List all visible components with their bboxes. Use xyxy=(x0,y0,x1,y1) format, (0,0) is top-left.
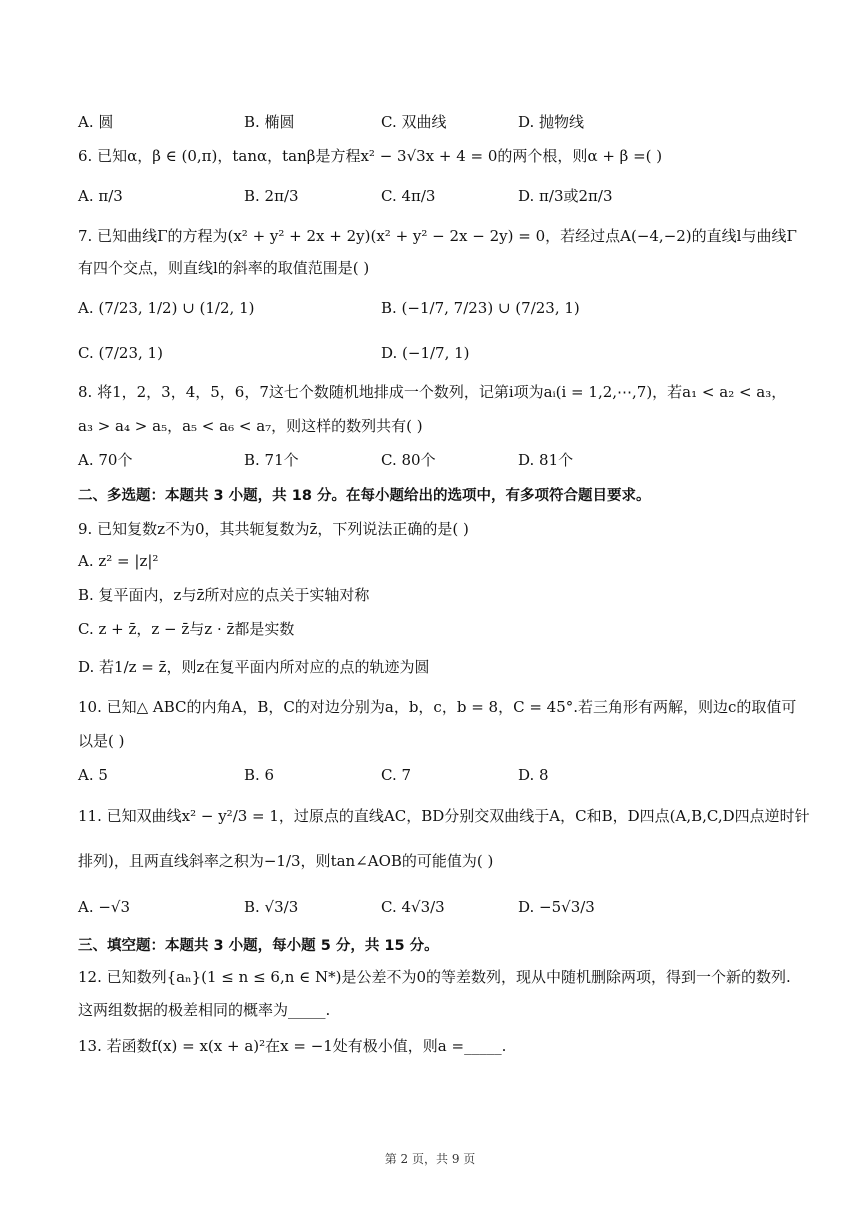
q11-stem-line2: 排列)，且两直线斜率之积为−1/3，则tan∠AOB的可能值为( ) xyxy=(78,852,494,870)
option-c: C. 双曲线 xyxy=(381,113,447,131)
option-c: C. 7 xyxy=(381,766,412,784)
q9-stem: 9. 已知复数z不为0，其共轭复数为z̄，下列说法正确的是( ) xyxy=(78,520,469,538)
option-b: B. (−1/7, 7/23) ∪ (7/23, 1) xyxy=(381,299,580,317)
option-d: D. π/3或2π/3 xyxy=(518,187,613,205)
q6-stem: 6. 已知α，β ∈ (0,π)，tanα，tanβ是方程x² − 3√3x + 4 = 0的两个根，则α + β =( ) xyxy=(78,147,663,165)
option-c: C. 4√3/3 xyxy=(381,898,445,916)
section-heading-multi-choice: 二、多选题：本题共 3 小题，共 18 分。在每小题给出的选项中，有多项符合题目要求。 xyxy=(78,488,651,504)
q12-stem-line2: 这两组数据的极差相同的概率为_____. xyxy=(78,1001,331,1019)
q10-stem-line1: 10. 已知△ ABC的内角A，B，C的对边分别为a，b，c，b = 8，C = 45°.若三角形有两解，则边c的取值可 xyxy=(78,698,797,716)
q10-stem-line2: 以是( ) xyxy=(78,732,125,750)
q5-options xyxy=(78,112,798,134)
option-a: A. π/3 xyxy=(78,187,123,205)
q7-stem-line1: 7. 已知曲线Γ的方程为(x² + y² + 2x + 2y)(x² + y² − 2x − 2y) = 0，若经过点A(−4,−2)的直线l与曲线Γ xyxy=(78,227,797,245)
q7-stem-line2: 有四个交点，则直线l的斜率的取值范围是( ) xyxy=(78,259,370,277)
q9-option-b: B. 复平面内，z与z̄所对应的点关于实轴对称 xyxy=(78,586,370,604)
option-b: B. 6 xyxy=(244,766,275,784)
q8-stem-line2: a₃ > a₄ > a₅，a₅ < a₆ < a₇，则这样的数列共有( ) xyxy=(78,417,423,435)
option-b: B. 2π/3 xyxy=(244,187,299,205)
q7-options-cd xyxy=(78,343,798,365)
option-c: C. (7/23, 1) xyxy=(78,344,163,362)
option-a: A. −√3 xyxy=(78,898,131,916)
option-a: A. 5 xyxy=(78,766,108,784)
q8-stem-line1: 8. 将1，2，3，4，5，6，7这七个数随机地排成一个数列，记第i项为aᵢ(i = 1,2,⋯,7)，若a₁ < a₂ < a₃， xyxy=(78,383,787,401)
option-c: C. 80个 xyxy=(381,451,436,469)
option-d: D. 抛物线 xyxy=(518,113,585,131)
option-d: D. (−1/7, 1) xyxy=(381,344,470,362)
q10-options xyxy=(78,765,798,787)
option-a: A. (7/23, 1/2) ∪ (1/2, 1) xyxy=(78,299,255,317)
q13-stem: 13. 若函数f(x) = x(x + a)²在x = −1处有极小值，则a =_____. xyxy=(78,1037,507,1055)
option-d: D. 8 xyxy=(518,766,549,784)
option-d: D. 81个 xyxy=(518,451,574,469)
option-b: B. 椭圆 xyxy=(244,113,295,131)
q8-options xyxy=(78,450,798,472)
option-b: B. 71个 xyxy=(244,451,299,469)
option-a: A. 70个 xyxy=(78,451,133,469)
option-d: D. −5√3/3 xyxy=(518,898,595,916)
section-heading-fill-blank: 三、填空题：本题共 3 小题，每小题 5 分，共 15 分。 xyxy=(78,938,439,954)
page-number: 第 2 页，共 9 页 xyxy=(384,1152,476,1166)
q9-option-a: A. z² = |z|² xyxy=(78,552,159,570)
q7-options-ab xyxy=(78,298,798,320)
q11-stem-line1: 11. 已知双曲线x² − y²/3 = 1，过原点的直线AC，BD分别交双曲线于A，C和B，D四点(A,B,C,D四点逆时针 xyxy=(78,807,810,825)
q12-stem-line1: 12. 已知数列{aₙ}(1 ≤ n ≤ 6,n ∈ N*)是公差不为0的等差数列，现从中随机删除两项，得到一个新的数列. xyxy=(78,968,791,986)
q9-option-c: C. z + z̄，z − z̄与z · z̄都是实数 xyxy=(78,620,295,638)
option-b: B. √3/3 xyxy=(244,898,299,916)
q9-option-d: D. 若1/z = z̄，则z在复平面内所对应的点的轨迹为圆 xyxy=(78,658,430,676)
q11-options xyxy=(78,897,798,919)
option-c: C. 4π/3 xyxy=(381,187,436,205)
q6-options xyxy=(78,186,798,208)
option-a: A. 圆 xyxy=(78,113,114,131)
